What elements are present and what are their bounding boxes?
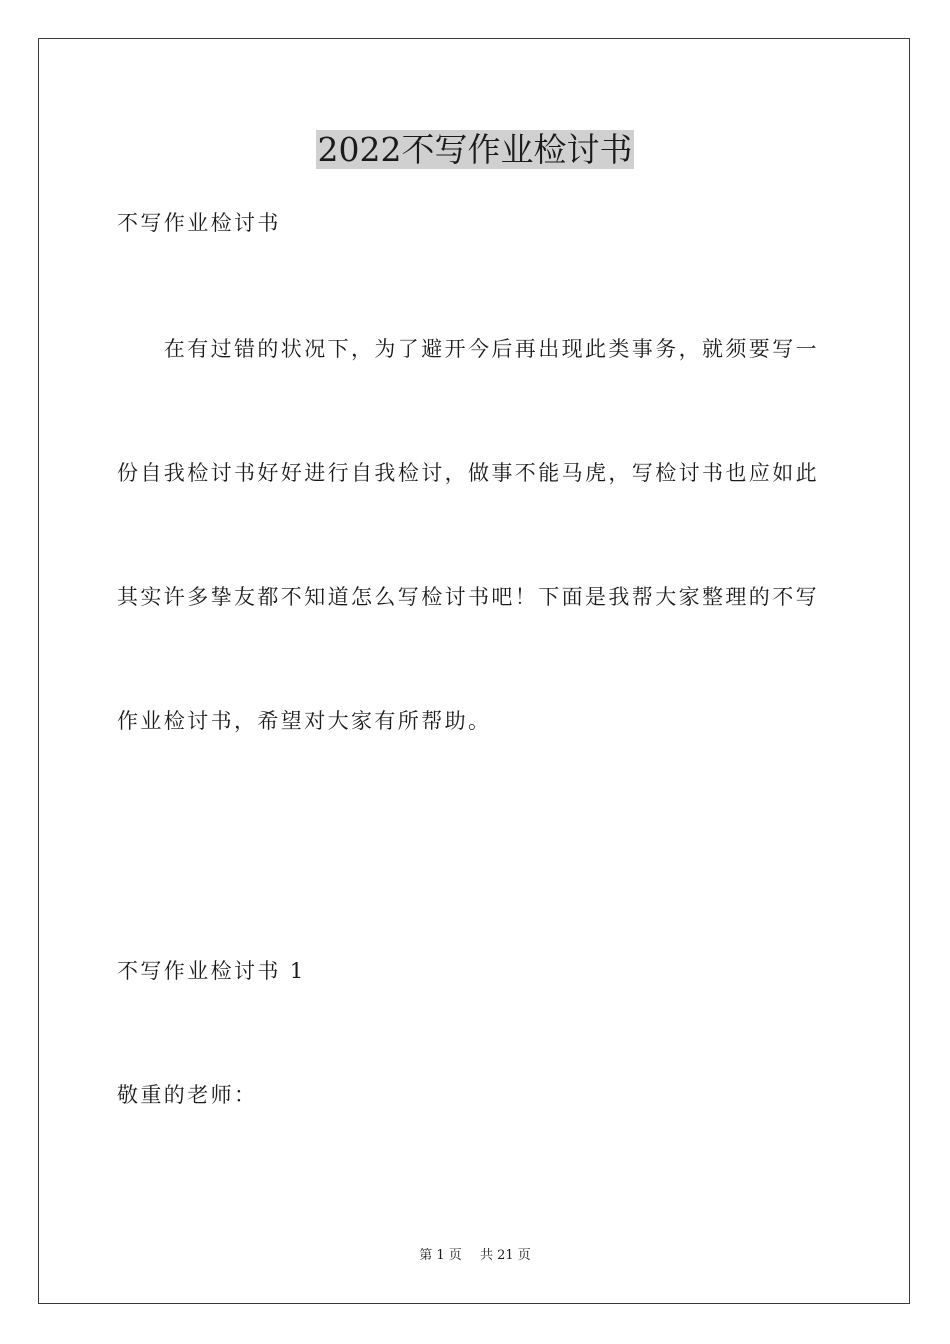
intro-line-4: 作业检讨书，希望对大家有所帮助。	[117, 709, 492, 733]
salutation: 敬重的老师：	[117, 1083, 258, 1107]
page-number-total: 共 21 页	[479, 1248, 531, 1263]
page-number-current: 第 1 页	[419, 1248, 462, 1263]
intro-line-3: 其实许多挚友都不知道怎么写检讨书吧！下面是我帮大家整理的不写	[117, 585, 819, 609]
section-heading: 不写作业检讨书 1	[117, 959, 306, 983]
document-title-text: 2022不写作业检讨书	[317, 130, 633, 169]
document-title	[0, 128, 950, 172]
intro-line-2: 份自我检讨书好好进行自我检讨，做事不能马虎，写检讨书也应如此	[117, 461, 819, 485]
document-subtitle: 不写作业检讨书	[117, 211, 281, 235]
intro-line-1: 在有过错的状况下，为了避开今后再出现此类事务，就须要写一	[117, 337, 819, 361]
page-footer	[0, 1246, 950, 1266]
